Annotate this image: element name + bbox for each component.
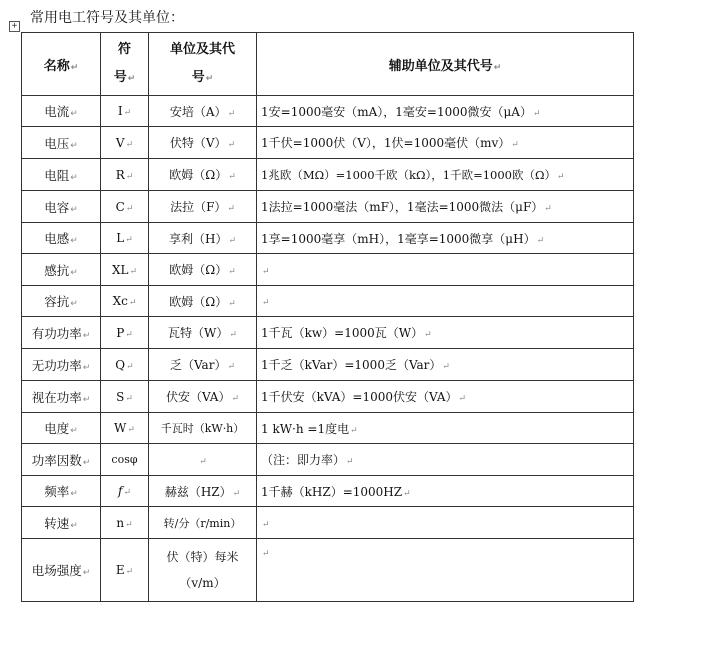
cell-aux: 1千伏=1000伏（V），1伏=1000毫伏（mv）↵ bbox=[257, 127, 634, 159]
cell-name: 容抗↵ bbox=[22, 286, 101, 317]
header-symbol: 符号↵ bbox=[101, 33, 149, 96]
table-row bbox=[22, 413, 634, 444]
table-header-row bbox=[22, 33, 634, 96]
cell-symbol: V↵ bbox=[101, 127, 149, 159]
cell-unit: 欧姆（Ω）↵ bbox=[149, 159, 257, 191]
cell-unit: 安培（A）↵ bbox=[149, 96, 257, 127]
cell-symbol: XL↵ bbox=[101, 254, 149, 286]
cell-unit: 伏特（V）↵ bbox=[149, 127, 257, 159]
table-row bbox=[22, 507, 634, 539]
units-table bbox=[21, 32, 634, 602]
cell-name: 转速↵ bbox=[22, 507, 101, 539]
cell-name: 有功功率↵ bbox=[22, 317, 101, 349]
cell-unit: 乏（Var）↵ bbox=[149, 349, 257, 381]
cell-symbol: E↵ bbox=[101, 539, 149, 602]
table-row bbox=[22, 539, 634, 602]
table-row bbox=[22, 381, 634, 413]
cell-unit: 赫兹（HZ）↵ bbox=[149, 476, 257, 507]
cell-name: 电场强度↵ bbox=[22, 539, 101, 602]
cell-name: 电流↵ bbox=[22, 96, 101, 127]
cell-aux: ↵ bbox=[257, 539, 634, 602]
cell-aux: 1法拉=1000毫法（mF），1毫法=1000微法（μF）↵ bbox=[257, 191, 634, 223]
cell-name: 电容↵ bbox=[22, 191, 101, 223]
cell-name: 视在功率↵ bbox=[22, 381, 101, 413]
cell-unit: 欧姆（Ω）↵ bbox=[149, 286, 257, 317]
cell-aux: ↵ bbox=[257, 286, 634, 317]
table-row bbox=[22, 254, 634, 286]
cell-aux: 1兆欧（MΩ）=1000千欧（kΩ），1千欧=1000欧（Ω）↵ bbox=[257, 159, 634, 191]
document-title: 常用电工符号及其单位： bbox=[30, 10, 184, 26]
table-row bbox=[22, 191, 634, 223]
table-row bbox=[22, 96, 634, 127]
cell-aux: 1享=1000毫享（mH），1毫享=1000微享（μH）↵ bbox=[257, 223, 634, 254]
header-aux: 辅助单位及其代号↵ bbox=[257, 33, 634, 96]
table-row bbox=[22, 127, 634, 159]
cell-unit: 瓦特（W）↵ bbox=[149, 317, 257, 349]
cell-symbol: cosφ bbox=[101, 444, 149, 476]
cell-unit: 享利（H）↵ bbox=[149, 223, 257, 254]
cell-symbol: C↵ bbox=[101, 191, 149, 223]
cell-name: 功率因数↵ bbox=[22, 444, 101, 476]
table-row bbox=[22, 317, 634, 349]
cell-unit: 伏安（VA）↵ bbox=[149, 381, 257, 413]
cell-aux: （注：即力率）↵ bbox=[257, 444, 634, 476]
table-move-handle-icon[interactable]: + bbox=[9, 21, 20, 32]
cell-name: 电度↵ bbox=[22, 413, 101, 444]
cell-unit: 千瓦时（kW·h） bbox=[149, 413, 257, 444]
table-row bbox=[22, 444, 634, 476]
table-row bbox=[22, 286, 634, 317]
cell-aux: 1 kW·h =1度电↵ bbox=[257, 413, 634, 444]
cell-unit: 转/分（r/min） bbox=[149, 507, 257, 539]
cell-symbol: f↵ bbox=[101, 476, 149, 507]
cell-name: 感抗↵ bbox=[22, 254, 101, 286]
table-row bbox=[22, 349, 634, 381]
cell-name: 电压↵ bbox=[22, 127, 101, 159]
cell-unit: 法拉（F）↵ bbox=[149, 191, 257, 223]
table-row bbox=[22, 476, 634, 507]
table-row bbox=[22, 223, 634, 254]
cell-symbol: I↵ bbox=[101, 96, 149, 127]
cell-unit: 欧姆（Ω）↵ bbox=[149, 254, 257, 286]
cell-symbol: R↵ bbox=[101, 159, 149, 191]
cell-name: 电感↵ bbox=[22, 223, 101, 254]
header-name: 名称↵ bbox=[22, 33, 101, 96]
table-row bbox=[22, 159, 634, 191]
cell-aux: 1千乏（kVar）=1000乏（Var）↵ bbox=[257, 349, 634, 381]
cell-aux: 1安=1000毫安（mA），1毫安=1000微安（μA）↵ bbox=[257, 96, 634, 127]
cell-name: 无功功率↵ bbox=[22, 349, 101, 381]
cell-aux: ↵ bbox=[257, 507, 634, 539]
cell-symbol: L↵ bbox=[101, 223, 149, 254]
cell-aux: 1千赫（kHZ）=1000HZ↵ bbox=[257, 476, 634, 507]
cell-symbol: W↵ bbox=[101, 413, 149, 444]
cell-symbol: Q↵ bbox=[101, 349, 149, 381]
cell-symbol: Xc↵ bbox=[101, 286, 149, 317]
cell-aux: ↵ bbox=[257, 254, 634, 286]
cell-unit: 伏（特）每米（v/m） bbox=[149, 539, 257, 602]
cell-symbol: n↵ bbox=[101, 507, 149, 539]
cell-name: 电阻↵ bbox=[22, 159, 101, 191]
header-unit: 单位及其代号↵ bbox=[149, 33, 257, 96]
cell-symbol: P↵ bbox=[101, 317, 149, 349]
cell-aux: 1千瓦（kw）=1000瓦（W）↵ bbox=[257, 317, 634, 349]
cell-name: 频率↵ bbox=[22, 476, 101, 507]
cell-symbol: S↵ bbox=[101, 381, 149, 413]
cell-aux: 1千伏安（kVA）=1000伏安（VA）↵ bbox=[257, 381, 634, 413]
cell-unit: ↵ bbox=[149, 444, 257, 476]
